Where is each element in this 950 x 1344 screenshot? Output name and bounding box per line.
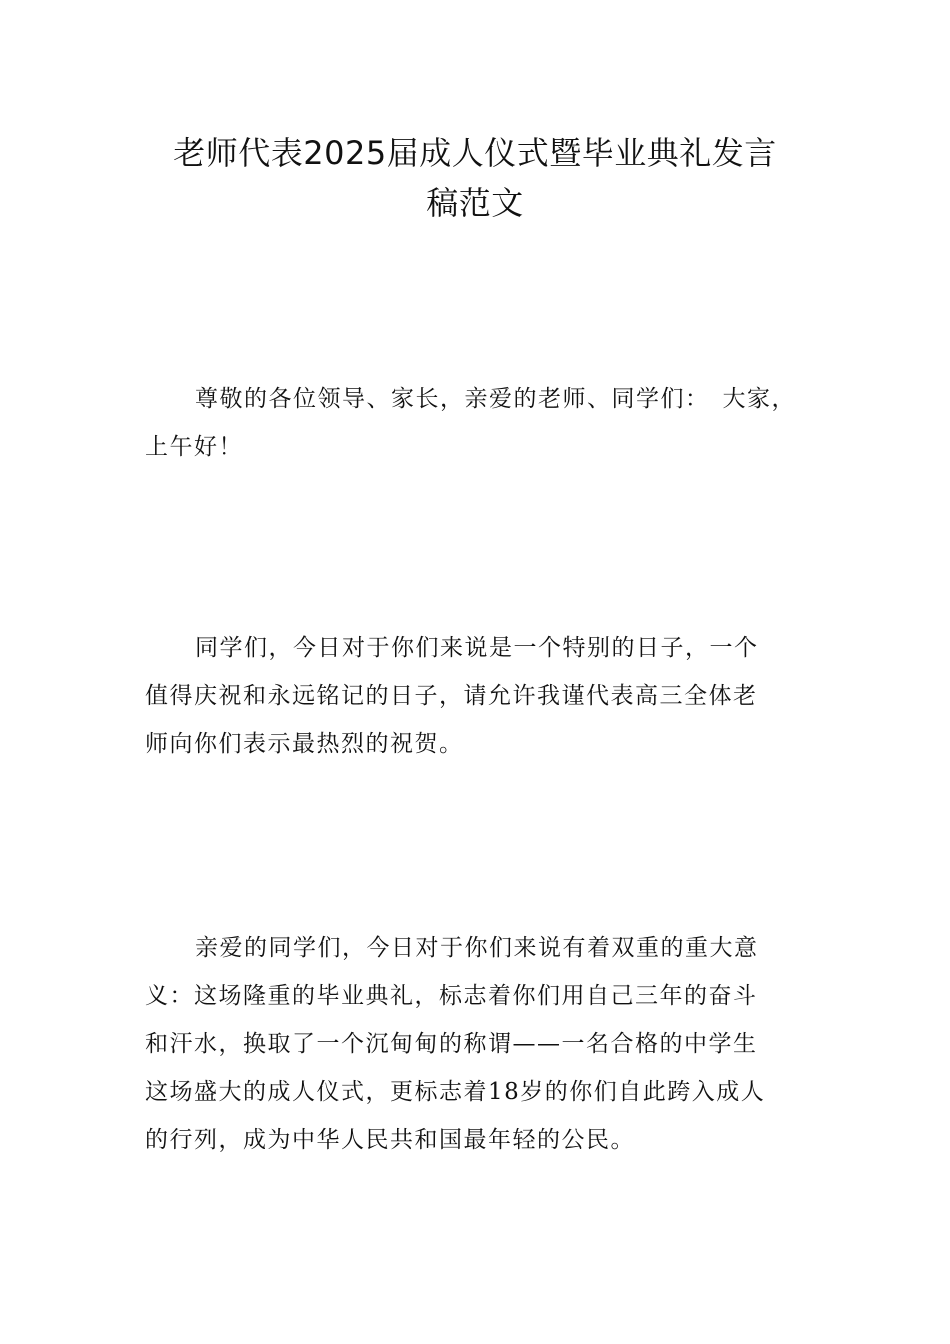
paragraph-line: 同学们，今日对于你们来说是一个特别的日子，一个: [195, 635, 759, 661]
greeting-paragraph: [145, 375, 835, 471]
paragraph-line: 值得庆祝和永远铭记的日子，请允许我谨代表高三全体老: [145, 683, 758, 709]
congratulation-paragraph: [145, 624, 813, 768]
paragraph-line: 这场盛大的成人仪式，更标志着18岁的你们自此跨入成人: [145, 1079, 766, 1105]
paragraph-line: 义：这场隆重的毕业典礼，标志着你们用自己三年的奋斗: [145, 983, 758, 1009]
title-line-1: 老师代表2025届成人仪式暨毕业典礼发言: [173, 134, 777, 172]
paragraph-line: 的行列，成为中华人民共和国最年轻的公民。: [145, 1127, 635, 1153]
title-line-2: 稿范文: [426, 184, 524, 222]
paragraph-line: 尊敬的各位领导、家长，亲爱的老师、同学们： 大家，: [195, 386, 796, 412]
document-title: [120, 128, 830, 228]
paragraph-line: 亲爱的同学们，今日对于你们来说有着双重的重大意: [195, 935, 759, 961]
significance-paragraph: [145, 924, 813, 1164]
paragraph-line: 和汗水，换取了一个沉甸甸的称谓——一名合格的中学生: [145, 1031, 758, 1057]
paragraph-line: 师向你们表示最热烈的祝贺。: [145, 731, 464, 757]
paragraph-line: 上午好！: [145, 434, 243, 460]
